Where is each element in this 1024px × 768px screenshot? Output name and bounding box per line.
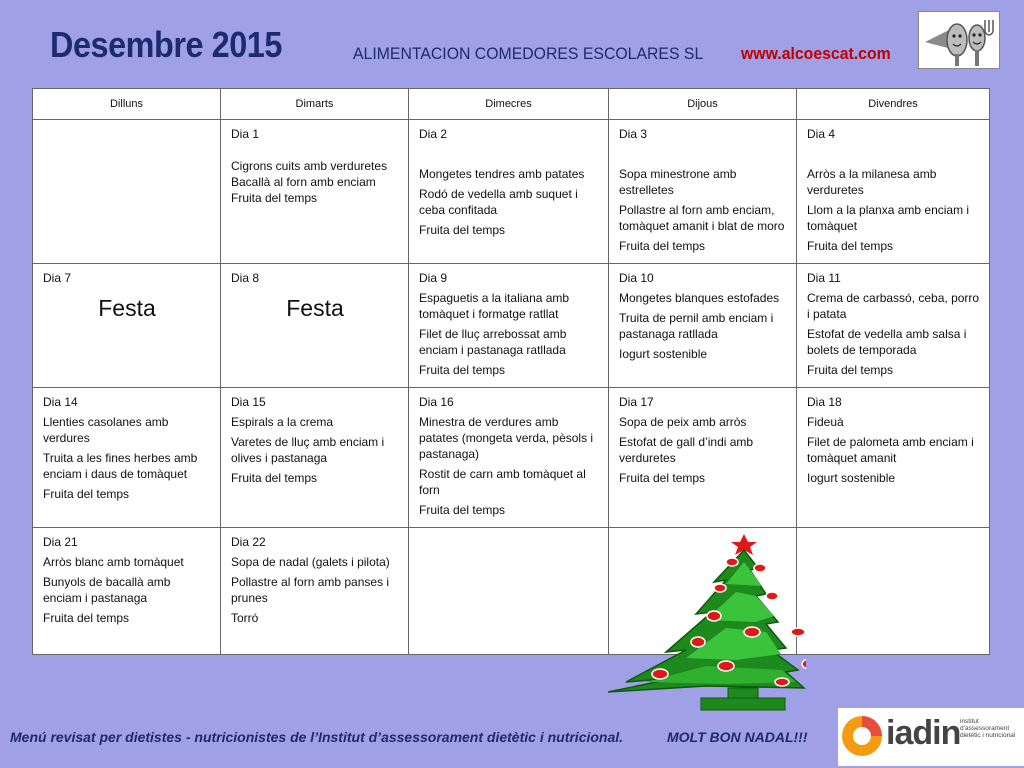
menu-item: Iogurt sostenible — [619, 347, 708, 361]
day-label: Dia 15 — [231, 395, 266, 409]
menu-item: Arròs a la milanesa amb verduretes — [807, 167, 937, 197]
menu-item: Sopa minestrone amb estrelletes — [619, 167, 737, 197]
weekday-header: Divendres — [797, 89, 990, 120]
iadin-subtitle: institut d’assessorament dietètic i nutricional — [960, 718, 1016, 739]
menu-item: Fruita del temps — [43, 487, 130, 501]
menu-item: Fruita del temps — [807, 239, 894, 253]
day-cell-empty — [409, 528, 609, 655]
menu-item: Bunyols de bacallà amb enciam i pastanaga — [43, 575, 171, 605]
menu-item: Fruita del temps — [419, 223, 506, 237]
menu-item: Espaguetis a la italiana amb tomàquet i formatge ratllat — [419, 291, 570, 321]
menu-item: Fruita del temps — [619, 239, 706, 253]
menu-item: Sopa de peix amb arròs — [619, 415, 747, 429]
day-cell — [609, 264, 797, 388]
day-label: Dia 21 — [43, 535, 78, 549]
day-label: Dia 9 — [419, 271, 448, 285]
holiday-label: Festa — [98, 295, 156, 321]
christmas-tree-icon — [606, 532, 806, 717]
menu-item: Varetes de lluç amb enciam i olives i pastanaga — [231, 435, 385, 465]
menu-item: Fruita del temps — [419, 363, 506, 377]
day-label: Dia 18 — [807, 395, 842, 409]
day-label: Dia 11 — [807, 271, 841, 285]
menu-item: Fruita del temps — [231, 471, 318, 485]
season-greeting: MOLT BON NADAL!!! — [667, 729, 808, 745]
menu-item: Truita a les fines herbes amb enciam i daus de tomàquet — [43, 451, 198, 481]
day-label: Dia 14 — [43, 395, 78, 409]
day-label: Dia 1 — [231, 127, 260, 141]
day-cell — [797, 120, 990, 264]
day-label: Dia 4 — [807, 127, 836, 141]
day-cell-empty — [33, 120, 221, 264]
menu-item: Fruita del temps — [807, 363, 894, 377]
cutlery-icon — [919, 12, 999, 68]
menu-item: Filet de lluç arrebossat amb enciam i pastanaga ratllada — [419, 327, 567, 357]
day-cell — [33, 388, 221, 528]
menu-item: Bacallà al forn amb enciam — [231, 175, 376, 189]
day-cell-empty — [797, 528, 990, 655]
day-cell — [797, 388, 990, 528]
day-cell — [609, 120, 797, 264]
menu-item: Cigrons cuits amb verduretes — [231, 159, 388, 173]
day-cell — [221, 388, 409, 528]
weekday-header: Dimarts — [221, 89, 409, 120]
day-cell — [221, 528, 409, 655]
menu-item: Mongetes blanques estofades — [619, 291, 780, 305]
menu-item: Torró — [231, 611, 259, 625]
day-label: Dia 17 — [619, 395, 654, 409]
weekday-header: Dimecres — [409, 89, 609, 120]
week-row — [33, 388, 990, 528]
day-cell — [221, 120, 409, 264]
menu-item: Fruita del temps — [231, 191, 318, 205]
menu-item: Pollastre al forn amb enciam, tomàquet amanit i blat de moro — [619, 203, 785, 233]
day-cell — [797, 264, 990, 388]
menu-item: Rodó de vedella amb suquet i ceba confitada — [419, 187, 578, 217]
day-cell-holiday — [221, 264, 409, 388]
menu-item: Espirals a la crema — [231, 415, 334, 429]
menu-item: Truita de pernil amb enciam i pastanaga ratllada — [619, 311, 774, 341]
day-label: Dia 16 — [419, 395, 454, 409]
day-cell — [409, 264, 609, 388]
day-label: Dia 7 — [43, 271, 72, 285]
menu-item: Minestra de verdures amb patates (mongeta verda, pèsols i pastanaga) — [419, 415, 594, 461]
menu-item: Estofat de vedella amb salsa i bolets de temporada — [807, 327, 967, 357]
menu-item: Fruita del temps — [419, 503, 506, 517]
week-row — [33, 264, 990, 388]
week-row — [33, 120, 990, 264]
week-row — [33, 528, 990, 655]
menu-item: Fruita del temps — [43, 611, 130, 625]
menu-item: Rostit de carn amb tomàquet al forn — [419, 467, 586, 497]
page-title: Desembre 2015 — [50, 24, 282, 65]
day-label: Dia 10 — [619, 271, 654, 285]
iadin-emblem-icon — [840, 714, 884, 758]
menu-item: Llenties casolanes amb verdures — [43, 415, 169, 445]
day-cell — [609, 388, 797, 528]
holiday-label: Festa — [286, 295, 344, 321]
day-cell — [409, 388, 609, 528]
weekday-header: Dijous — [609, 89, 797, 120]
weekday-header-row — [33, 89, 990, 120]
website-link[interactable]: www.alcoescat.com — [741, 44, 891, 63]
cutlery-logo — [918, 11, 1000, 69]
day-label: Dia 2 — [419, 127, 448, 141]
day-cell-holiday — [33, 264, 221, 388]
menu-item: Fideuà — [807, 415, 844, 429]
iadin-wordmark: iadin — [886, 714, 961, 752]
menu-item: Sopa de nadal (galets i pilota) — [231, 555, 390, 569]
day-cell — [33, 528, 221, 655]
day-label: Dia 22 — [231, 535, 266, 549]
menu-item: Fruita del temps — [619, 471, 706, 485]
company-name: ALIMENTACION COMEDORES ESCOLARES SL — [353, 44, 704, 63]
weekly-menu-table — [32, 88, 990, 655]
menu-item: Filet de palometa amb enciam i tomàquet amanit — [807, 435, 974, 465]
day-label: Dia 8 — [231, 271, 260, 285]
dietitian-note: Menú revisat per dietistes - nutricionistes de l’Institut d’assessorament dietètic i nutricional. — [10, 729, 624, 745]
menu-item: Llom a la planxa amb enciam i tomàquet — [807, 203, 970, 233]
menu-item: Iogurt sostenible — [807, 471, 896, 485]
menu-item: Pollastre al forn amb panses i prunes — [231, 575, 390, 605]
menu-item: Estofat de gall d’indi amb verduretes — [619, 435, 754, 465]
menu-item: Mongetes tendres amb patates — [419, 167, 585, 181]
day-label: Dia 3 — [619, 127, 648, 141]
day-cell — [409, 120, 609, 264]
menu-item: Crema de carbassó, ceba, porro i patata — [807, 291, 980, 321]
menu-item: Arròs blanc amb tomàquet — [43, 555, 184, 569]
iadin-logo — [838, 708, 1024, 766]
weekday-header: Dilluns — [33, 89, 221, 120]
